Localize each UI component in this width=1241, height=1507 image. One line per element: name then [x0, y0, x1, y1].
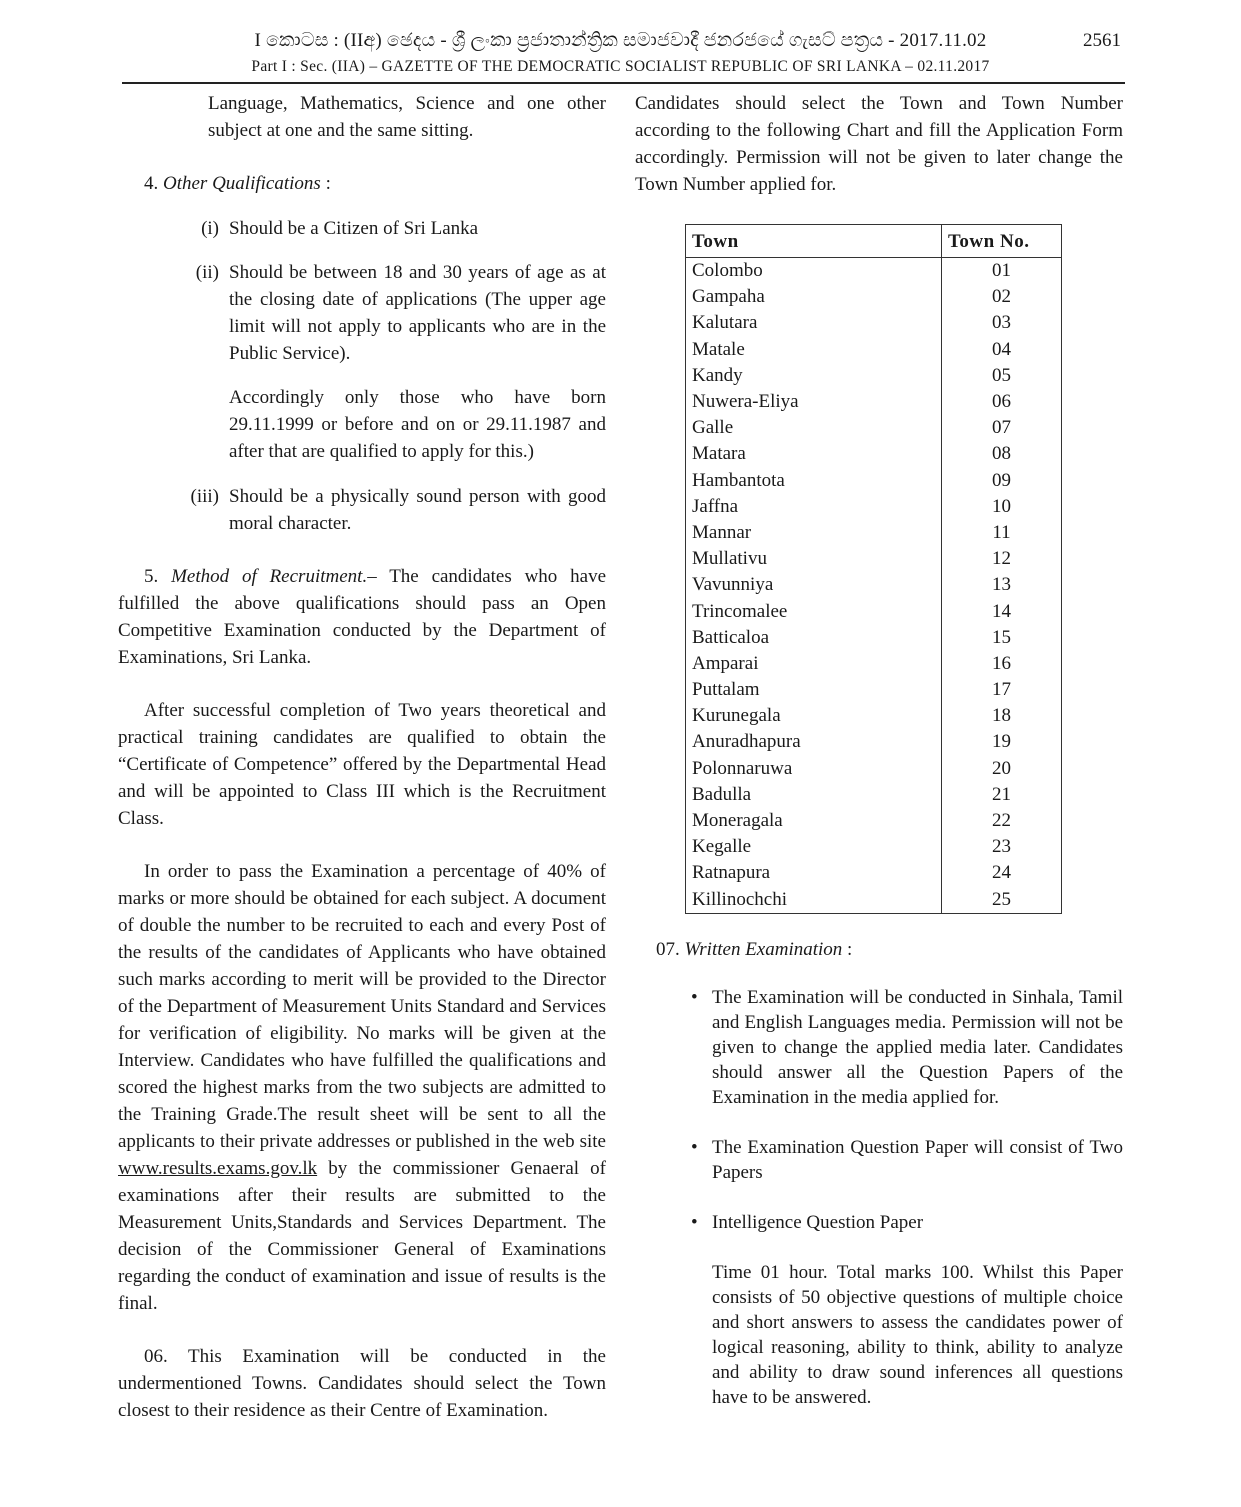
left-column [118, 90, 606, 1424]
town-name: Puttalam [686, 677, 942, 703]
header-rule [122, 82, 1125, 84]
town-row [686, 651, 1062, 677]
town-row [686, 729, 1062, 755]
town-row [686, 572, 1062, 598]
intelligence-paper-details: Time 01 hour. Total marks 100. Whilst this Paper consists of 50 objective questions of multiple choice and short answers to assess the candidates power of logical reasoning, ability to think, ability to analyze and ability to draw sound inferences all questions have to be answered. [712, 1261, 1123, 1408]
town-number: 23 [942, 834, 1062, 860]
town-name: Polonnaruwa [686, 756, 942, 782]
town-name: Colombo [686, 258, 942, 285]
town-number: 07 [942, 415, 1062, 441]
training-paragraph: After successful completion of Two years theoretical and practical training candidates are qualified to obtain the “Certificate of Competence” offered by the Departmental Head and will be appointed to Class III which is the Recruitment Class. [118, 700, 606, 829]
town-row [686, 441, 1062, 467]
town-row [686, 310, 1062, 336]
town-name: Hambantota [686, 468, 942, 494]
town-selection-intro: Candidates should select the Town and Town Number according to the following Chart and fill the Application Form accordingly. Permission will not be given to later change the Town Number applied for. [635, 93, 1123, 195]
exam-bullet-1 [691, 985, 1123, 1110]
item-number: (ii) [195, 262, 219, 283]
town-number: 19 [942, 729, 1062, 755]
town-name: Kandy [686, 363, 942, 389]
bullet-text: Intelligence Question Paper [712, 1211, 924, 1233]
town-name: Kurunegala [686, 703, 942, 729]
bullet-text: The Examination will be conducted in Sinhala, Tamil and English Languages media. Permission will not be given to change the applied media later. Candidates should answer all the Question Papers of the Examination in the media applied for. [712, 986, 1123, 1108]
page-number: 2561 [1083, 30, 1121, 51]
town-row [686, 337, 1062, 363]
town-name: Nuwera-Eliya [686, 389, 942, 415]
town-number: 17 [942, 677, 1062, 703]
bullet-text: The Examination Question Paper will consist of Two Papers [712, 1136, 1123, 1183]
item-text: Should be a Citizen of Sri Lanka [229, 218, 479, 239]
town-row [686, 520, 1062, 546]
town-number: 16 [942, 651, 1062, 677]
bullet-mark: • [691, 1211, 698, 1233]
town-name: Anuradhapura [686, 729, 942, 755]
section-5-number: 5. [144, 566, 159, 587]
town-name: Ratnapura [686, 860, 942, 886]
town-number: 03 [942, 310, 1062, 336]
town-number: 05 [942, 363, 1062, 389]
town-number: 13 [942, 572, 1062, 598]
town-row [686, 363, 1062, 389]
section-4-colon: : [320, 173, 331, 194]
town-name: Trincomalee [686, 598, 942, 624]
town-row [686, 834, 1062, 860]
town-row [686, 860, 1062, 886]
section-07-number: 07. [656, 938, 680, 960]
item-number: (iii) [190, 486, 219, 507]
town-name: Kalutara [686, 310, 942, 336]
gazette-header-sinhala: I කොටස : (IIඅ) ඡෙදය - ශ්‍රී ලංකා ප්‍රජාතාන්ත්‍රික සමාජවාදී ජනරජයේ ගැසට් පත්‍රය - 2017.11.02 [254, 30, 987, 51]
town-table-header [686, 225, 1062, 258]
town-name: Moneragala [686, 808, 942, 834]
qualification-item-2 [118, 259, 606, 367]
town-number: 25 [942, 887, 1062, 914]
town-name: Killinochchi [686, 887, 942, 914]
section-5-title: Method of Recruitment. [171, 566, 368, 587]
town-number: 14 [942, 598, 1062, 624]
town-number: 15 [942, 625, 1062, 651]
town-number: 22 [942, 808, 1062, 834]
item-text: Should be between 18 and 30 years of age as at the closing date of applications (The upper age limit will not apply to applicants who are in the Public Service). [229, 262, 606, 364]
town-row [686, 782, 1062, 808]
section-07-colon: : [842, 938, 853, 960]
town-row [686, 468, 1062, 494]
exam-pass-text-b: by the commissioner Genaeral of examinations after their results are submitted to the Measurement Units,Standards and Services Department. The decision of the Commissioner General of Examinations regarding the conduct of examination and issue of results is the final. [118, 1158, 606, 1314]
exam-bullet-3 [691, 1210, 1123, 1235]
town-name: Mannar [686, 520, 942, 546]
qualification-item-1 [118, 215, 606, 242]
town-number: 09 [942, 468, 1062, 494]
town-row [686, 625, 1062, 651]
section-5-text: – The candidates who have fulfilled the above qualifications should pass an Open Competitive Examination conducted by the Department of Examinations, Sri Lanka. [118, 566, 607, 668]
town-name: Vavunniya [686, 572, 942, 598]
bullet-mark: • [691, 986, 698, 1008]
section-4-title: Other Qualifications [163, 173, 321, 194]
item-number: (i) [201, 218, 219, 239]
town-number: 21 [942, 782, 1062, 808]
town-row [686, 389, 1062, 415]
results-website-link[interactable]: www.results.exams.gov.lk [118, 1158, 318, 1179]
town-name: Matara [686, 441, 942, 467]
town-row [686, 598, 1062, 624]
exam-pass-text-a: In order to pass the Examination a percentage of 40% of marks or more should be obtained for each subject. A document of double the number to be recruited to each and every Post of the results of the candidates of Applicants who have obtained such marks according to merit will be provided to the Director of the Department of Measurement Units Standard and Services for verification of eligibility. No marks will be given at the Interview. Candidates who have fulfilled the qualifications and scored the highest marks from the two subjects are admitted to the Training Grade.The result sheet will be sent to all the applicants to their private addresses or published in the web site [118, 861, 606, 1152]
section-5-paragraph [118, 563, 606, 671]
town-table-body [686, 258, 1062, 914]
exam-bullet-2 [691, 1135, 1123, 1185]
section-07-heading [656, 936, 1123, 963]
age-eligibility-note: Accordingly only those who have born 29.11.1999 or before and on or 29.11.1987 and after that are qualified to apply for this.) [229, 387, 606, 462]
gazette-header-english: Part I : Sec. (IIA) – GAZETTE OF THE DEMOCRATIC SOCIALIST REPUBLIC OF SRI LANKA – 02.11.2017 [251, 58, 990, 75]
town-number: 24 [942, 860, 1062, 886]
town-row [686, 677, 1062, 703]
town-no-column-header: Town No. [942, 225, 1062, 258]
section-06-paragraph: 06. This Examination will be conducted in the undermentioned Towns. Candidates should select the Town closest to their residence as their Centre of Examination. [118, 1346, 606, 1421]
town-name: Gampaha [686, 284, 942, 310]
town-number: 01 [942, 258, 1062, 285]
item-text: Should be a physically sound person with good moral character. [229, 486, 606, 534]
town-number: 06 [942, 389, 1062, 415]
town-number: 20 [942, 756, 1062, 782]
town-row [686, 887, 1062, 914]
section-4-heading [144, 170, 606, 197]
town-name: Batticaloa [686, 625, 942, 651]
section-4-number: 4. [144, 173, 159, 194]
town-name: Amparai [686, 651, 942, 677]
town-row [686, 703, 1062, 729]
town-row [686, 808, 1062, 834]
town-row [686, 494, 1062, 520]
section-07-title: Written Examination [684, 938, 843, 960]
town-name: Mullativu [686, 546, 942, 572]
town-number: 04 [942, 337, 1062, 363]
town-row [686, 284, 1062, 310]
town-name: Galle [686, 415, 942, 441]
town-number: 18 [942, 703, 1062, 729]
town-row [686, 546, 1062, 572]
town-row [686, 258, 1062, 285]
qualification-item-3 [118, 483, 606, 537]
continued-paragraph: Language, Mathematics, Science and one other subject at one and the same sitting. [208, 93, 606, 141]
town-column-header: Town [686, 225, 942, 258]
town-number: 10 [942, 494, 1062, 520]
town-name: Matale [686, 337, 942, 363]
town-number: 11 [942, 520, 1062, 546]
right-column [635, 90, 1123, 1410]
town-name: Jaffna [686, 494, 942, 520]
town-row [686, 415, 1062, 441]
town-name: Kegalle [686, 834, 942, 860]
exam-pass-paragraph [118, 858, 606, 1317]
town-number: 12 [942, 546, 1062, 572]
town-row [686, 756, 1062, 782]
town-number: 02 [942, 284, 1062, 310]
town-table [685, 224, 1062, 914]
town-number: 08 [942, 441, 1062, 467]
bullet-mark: • [691, 1136, 698, 1158]
town-name: Badulla [686, 782, 942, 808]
